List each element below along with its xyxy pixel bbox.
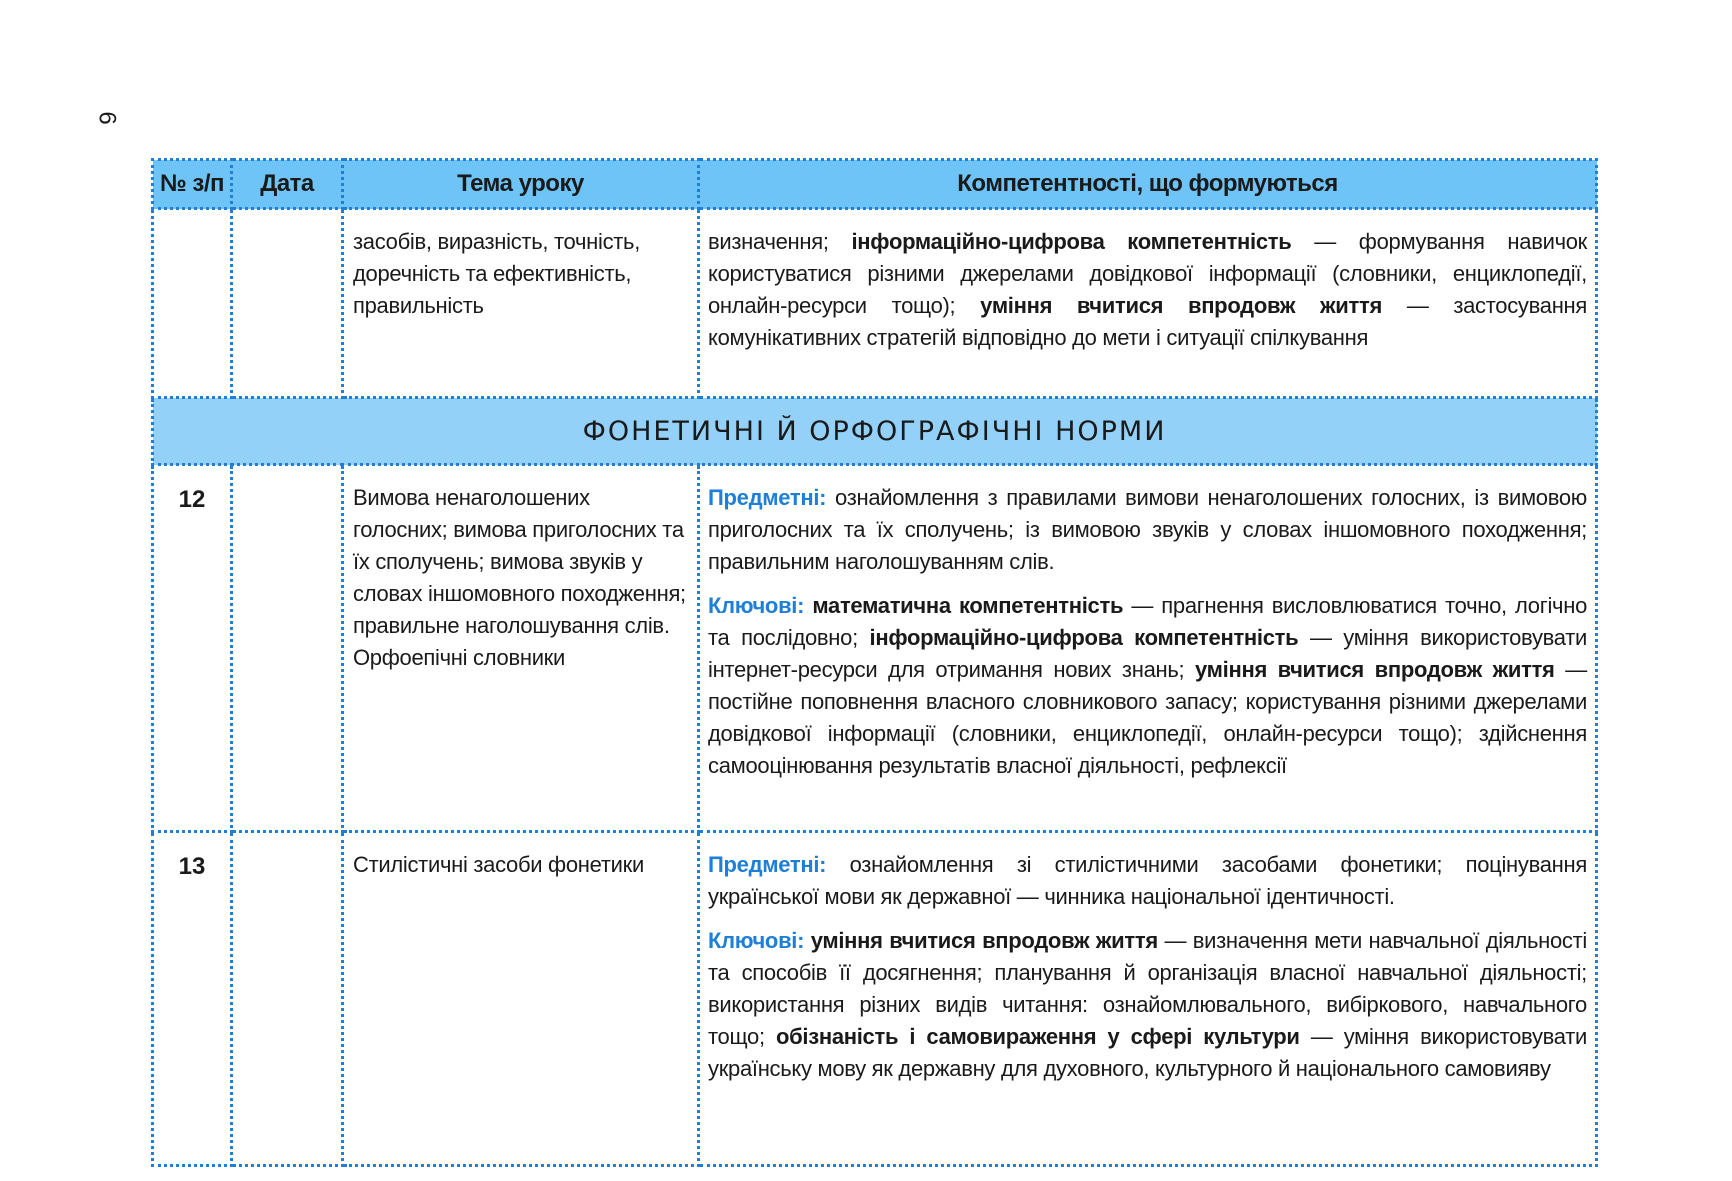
comp-text: — визначення мети навчальної діяльності та способів її досягнення; планування й організація власної навчальної діяльності; використання різних видів читання: ознайомлювального, вибіркового, навчального тощо;	[708, 928, 1587, 1049]
comp-bold: інформаційно-цифрова компетентність	[851, 229, 1292, 254]
cell-competencies	[699, 832, 1597, 1166]
comp-text: ознайомлення з правилами вимови ненаголошених голосних, із вимовою приголосних та їх сполучень; із вимовою звуків у словах іншомовного походження; правильним наголошуванням слів.	[708, 485, 1587, 574]
table-row	[153, 465, 1597, 832]
section-row	[153, 398, 1597, 465]
comp-text: — уміння використовувати українську мову як державну для духовного, культурного й національного самовияву	[708, 1024, 1588, 1081]
key-label: Ключові:	[708, 593, 805, 618]
comp-text: — уміння використовувати інтернет-ресурси для отримання нових знань;	[708, 625, 1588, 682]
cell-topic: Вимова ненаголошених голосних; вимова приголосних та їх сполучень; вимова звуків у словах іншомовного походження; правильне наголошування слів. Орфоепічні словники	[343, 465, 699, 832]
comp-bold: інформаційно-цифрова компетентність	[869, 625, 1299, 650]
cell-topic: засобів, виразність, точність, доречність та ефективність, правильність	[343, 209, 699, 398]
key-competencies	[708, 590, 1587, 782]
comp-text: — застосування комунікативних стратегій відповідно до мети і ситуації спілкування	[708, 293, 1588, 350]
comp-bold: уміння вчитися впродовж життя	[804, 928, 1158, 953]
comp-text: ознайомлення зі стилістичними засобами фонетики; поцінування української мови як державної — чинника національної ідентичності.	[708, 852, 1587, 909]
comp-bold: уміння вчитися впродовж життя	[980, 293, 1383, 318]
header-topic: Тема уроку	[343, 160, 699, 209]
comp-text: — постійне поповнення власного словникового запасу; користування різними джерелами довідкової інформації (словники, енциклопедії, онлайн-ресурси тощо); здійснення самооцінювання результатів власної діяльності, рефлексії	[708, 657, 1587, 778]
comp-text: визначення;	[708, 229, 852, 254]
subject-label: Предметні:	[708, 852, 827, 877]
comp-bold: обізнаність і самовираження у сфері культури	[775, 1024, 1300, 1049]
cell-number	[153, 209, 232, 398]
comp-bold: математична компетентність	[804, 593, 1124, 618]
table-row-continued	[153, 209, 1597, 398]
header-competencies: Компетентності, що формуються	[699, 160, 1597, 209]
header-number: № з/п	[153, 160, 232, 209]
cell-date	[232, 465, 343, 832]
table-header	[153, 160, 1597, 209]
header-date: Дата	[232, 160, 343, 209]
cell-number: 12	[153, 465, 232, 832]
comp-bold: уміння вчитися впродовж життя	[1195, 657, 1555, 682]
cell-number: 13	[153, 832, 232, 1166]
cell-date	[232, 209, 343, 398]
table-row	[153, 832, 1597, 1166]
lesson-plan-table	[151, 158, 1598, 1167]
cell-date	[232, 832, 343, 1166]
comp-text: — прагнення висловлюватися точно, логічно та послідовно;	[708, 593, 1588, 650]
subject-competencies	[708, 482, 1587, 578]
cell-competencies	[699, 209, 1597, 398]
page-number: 6	[93, 111, 121, 125]
cell-topic: Стилістичні засоби фонетики	[343, 832, 699, 1166]
subject-competencies	[708, 849, 1587, 913]
key-competencies	[708, 925, 1587, 1085]
key-label: Ключові:	[708, 928, 805, 953]
comp-text: — формування навичок користуватися різними джерелами довідкової інформації (словники, енциклопедії, онлайн-ресурси тощо);	[708, 229, 1587, 318]
subject-label: Предметні:	[708, 485, 827, 510]
cell-competencies	[699, 465, 1597, 832]
section-title: ФОНЕТИЧНІ Й ОРФОГРАФІЧНІ НОРМИ	[153, 398, 1597, 465]
